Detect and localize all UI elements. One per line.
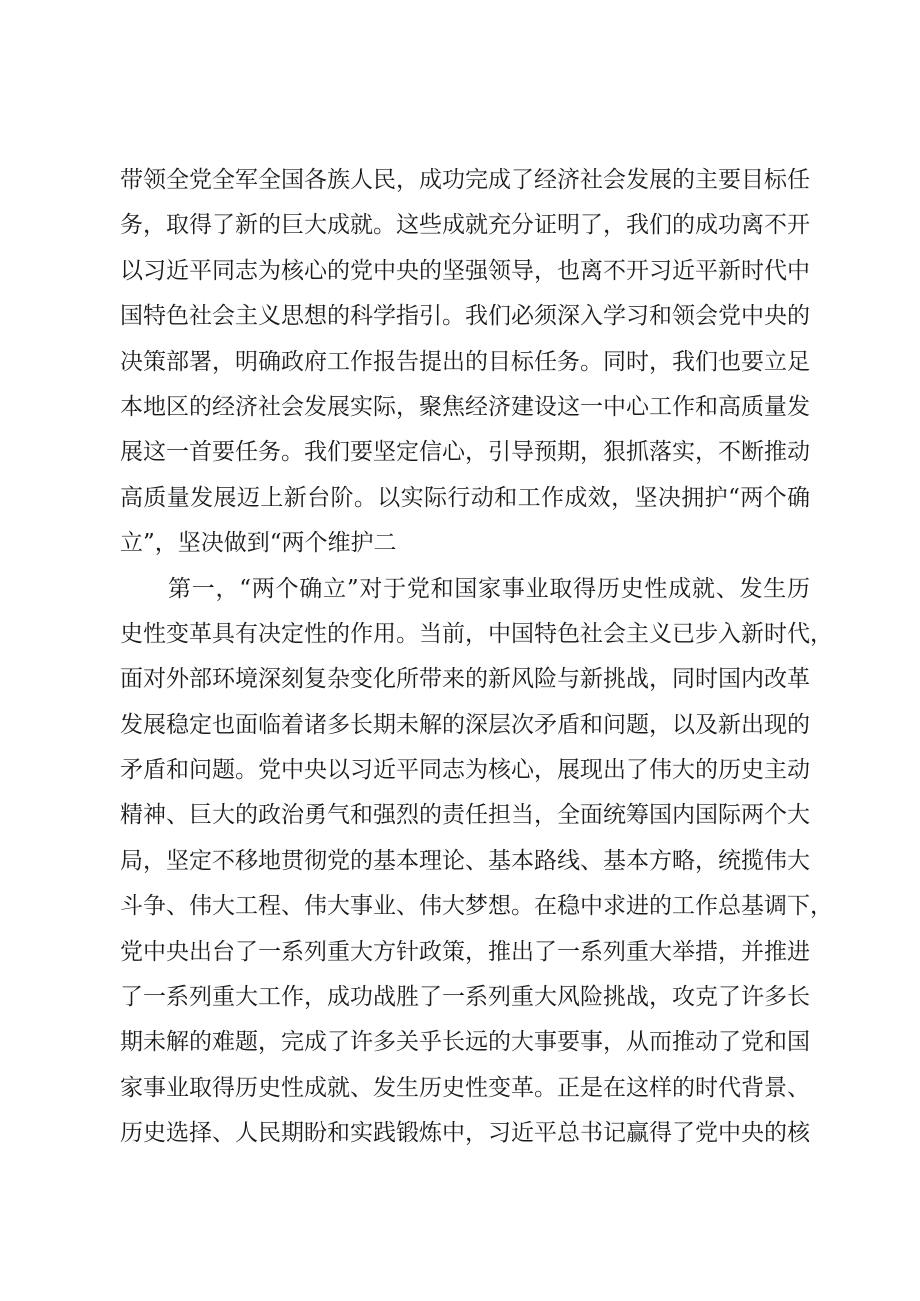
text-line: 历史选择、人民期盼和实践锻炼中，习近平总书记赢得了党中央的核 [120, 1120, 810, 1147]
text-line: 带领全党全军全国各族人民，成功完成了经济社会发展的主要目标任 [120, 167, 810, 193]
text-line: 斗争、伟大工程、伟大事业、伟大梦想。在稳中求进的工作总基调下， [120, 893, 833, 920]
text-line: 国特色社会主义思想的科学指引。我们必须深入学习和领会党中央的 [120, 303, 810, 330]
text-line: 矛盾和问题。党中央以习近平同志为核心，展现出了伟大的历史主动 [120, 757, 810, 784]
text-line: 党中央出台了一系列重大方针政策，推出了一系列重大举措，并推进 [120, 938, 810, 965]
text-line: 务，取得了新的巨大成就。这些成就充分证明了，我们的成功离不开 [120, 212, 810, 239]
text-line: 史性变革具有决定性的作用。当前，中国特色社会主义已步入新时代， [120, 620, 833, 647]
text-line: 期未解的难题，完成了许多关乎长远的大事要事，从而推动了党和国 [120, 1029, 810, 1056]
document-body [120, 158, 833, 1157]
text-line: 局，坚定不移地贯彻党的基本理论、基本路线、基本方略，统揽伟大 [120, 847, 810, 874]
text-line: 发展稳定也面临着诸多长期未解的深层次矛盾和问题，以及新出现的 [120, 711, 810, 738]
text-line: 本地区的经济社会发展实际，聚焦经济建设这一中心工作和高质量发 [120, 393, 810, 420]
text-line: 以习近平同志为核心的党中央的坚强领导，也离不开习近平新时代中 [120, 257, 810, 284]
text-line: 立”，坚决做到“两个维护二 [120, 530, 397, 557]
text-line: 展这一首要任务。我们要坚定信心，引导预期，狠抓落实，不断推动 [120, 439, 810, 466]
text-line: 第一，“两个确立”对于党和国家事业取得历史性成就、发生历 [168, 575, 810, 602]
paragraph-1 [120, 158, 810, 567]
paragraph-2 [120, 567, 833, 1157]
text-line: 精神、巨大的政治勇气和强烈的责任担当，全面统筹国内国际两个大 [120, 802, 810, 829]
text-line: 决策部署，明确政府工作报告提出的目标任务。同时，我们也要立足 [120, 348, 810, 375]
text-line: 面对外部环境深刻复杂变化所带来的新风险与新挑战，同时国内改革 [120, 666, 810, 693]
text-line: 家事业取得历史性成就、发生历史性变革。正是在这样的时代背景、 [120, 1074, 810, 1101]
text-line: 高质量发展迈上新台阶。以实际行动和工作成效，坚决拥护“两个确 [120, 484, 810, 511]
text-line: 了一系列重大工作，成功战胜了一系列重大风险挑战，攻克了许多长 [120, 984, 810, 1011]
